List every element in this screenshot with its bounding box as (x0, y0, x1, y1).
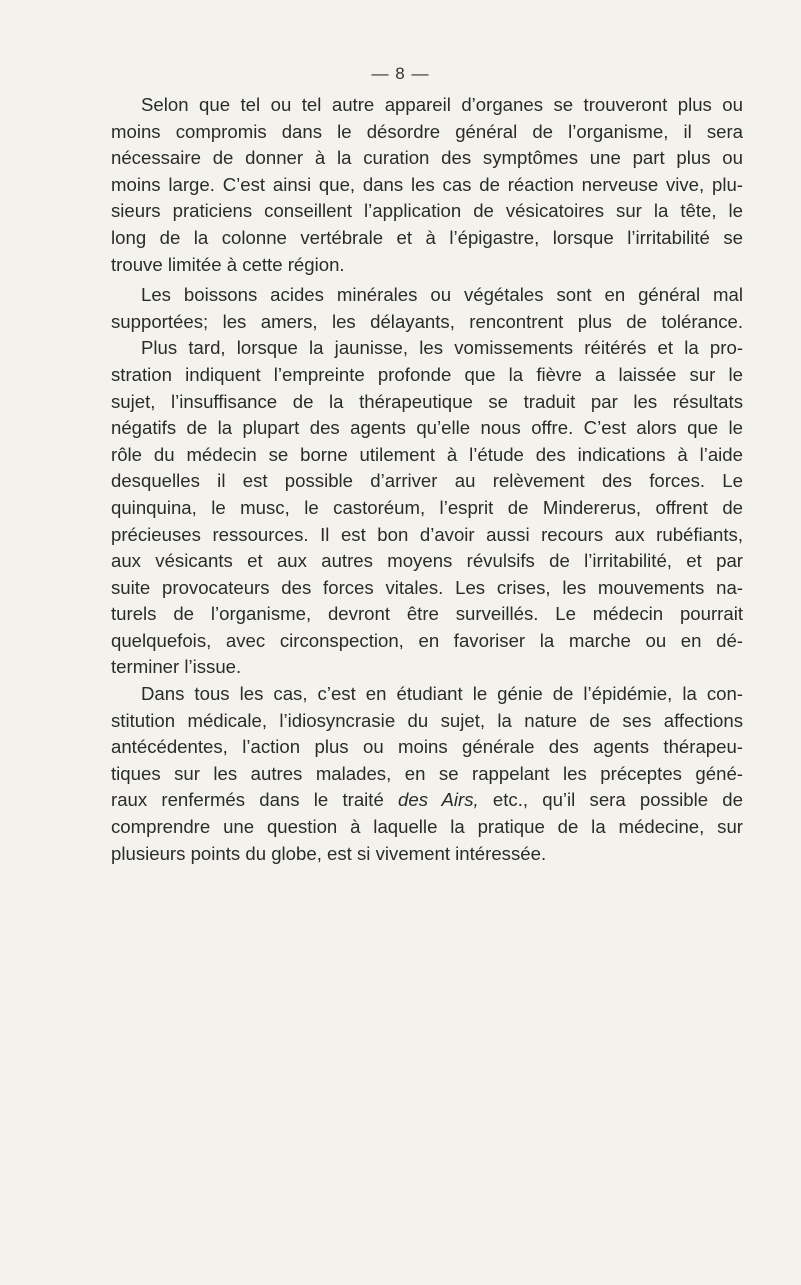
text-line: Les boissons acides minérales ou végétales sont en général mal (141, 284, 743, 306)
text-line: négatifs de la plupart des agents qu’elle nous offre. C’est alors que le (111, 417, 743, 439)
text-line: moins large. C’est ainsi que, dans les cas de réaction nerveuse vive, plu- (111, 173, 743, 195)
text-line: suite provocateurs des forces vitales. Les crises, les mouvements na- (111, 576, 743, 598)
text-line: antécédentes, l’action plus ou moins générale des agents thérapeu- (111, 736, 743, 758)
text-line: Selon que tel ou tel autre appareil d’organes se trouveront plus ou (141, 94, 743, 115)
text-line: stration indiquent l’empreinte profonde que la fièvre a laissée sur le (111, 363, 743, 385)
text-line: tiques sur les autres malades, en se rappelant les préceptes géné- (111, 762, 743, 784)
text-line: sieurs praticiens conseillent l’application de vésicatoires sur la tête, le (111, 200, 743, 222)
text-line: quinquina, le musc, le castoréum, l’esprit de Mindererus, offrent de (111, 496, 743, 518)
text-line: long de la colonne vertébrale et à l’épigastre, lorsque l’irritabilité se (111, 226, 743, 248)
text-line: moins compromis dans le désordre général de l’organisme, il sera (111, 120, 743, 142)
text-line: Plus tard, lorsque la jaunisse, les vomissements réitérés et la pro- (141, 337, 743, 359)
text-line: comprendre une question à laquelle la pratique de la médecine, sur (111, 816, 743, 838)
text-line: trouve limitée à cette région. (111, 253, 345, 275)
body-text (111, 92, 743, 867)
text-line: plusieurs points du globe, est si vivement intéressée. (111, 842, 547, 864)
text-segment: etc., qu’il sera possible de (492, 789, 743, 811)
page-number: — 8 — (371, 64, 430, 83)
text-line-with-italic (111, 787, 743, 814)
italic-title: des Airs, (398, 789, 479, 811)
text-line: quelquefois, avec circonspection, en favoriser la marche ou en dé- (111, 629, 743, 651)
text-line: terminer l’issue. (111, 656, 242, 678)
text-line: aux vésicants et aux autres moyens révulsifs de l’irritabilité, et par (111, 550, 743, 572)
text-line: nécessaire de donner à la curation des symptômes une part plus ou (111, 147, 743, 169)
text-line: desquelles il est possible d’arriver au relèvement des forces. Le (111, 470, 743, 492)
text-line: rôle du médecin se borne utilement à l’étude des indications à l’aide (111, 443, 743, 465)
text-segment: raux renfermés dans le traité (111, 789, 384, 811)
text-line: turels de l’organisme, devront être surveillés. Le médecin pourrait (111, 603, 743, 625)
text-line: précieuses ressources. Il est bon d’avoir aussi recours aux rubéfiants, (111, 523, 743, 545)
text-line: supportées; les amers, les délayants, rencontrent plus de tolérance. (111, 310, 743, 332)
text-line: stitution médicale, l’idiosyncrasie du sujet, la nature de ses affections (111, 709, 743, 731)
text-line: Dans tous les cas, c’est en étudiant le génie de l’épidémie, la con- (141, 683, 743, 705)
text-line: sujet, l’insuffisance de la thérapeutique se traduit par les résultats (111, 390, 743, 412)
